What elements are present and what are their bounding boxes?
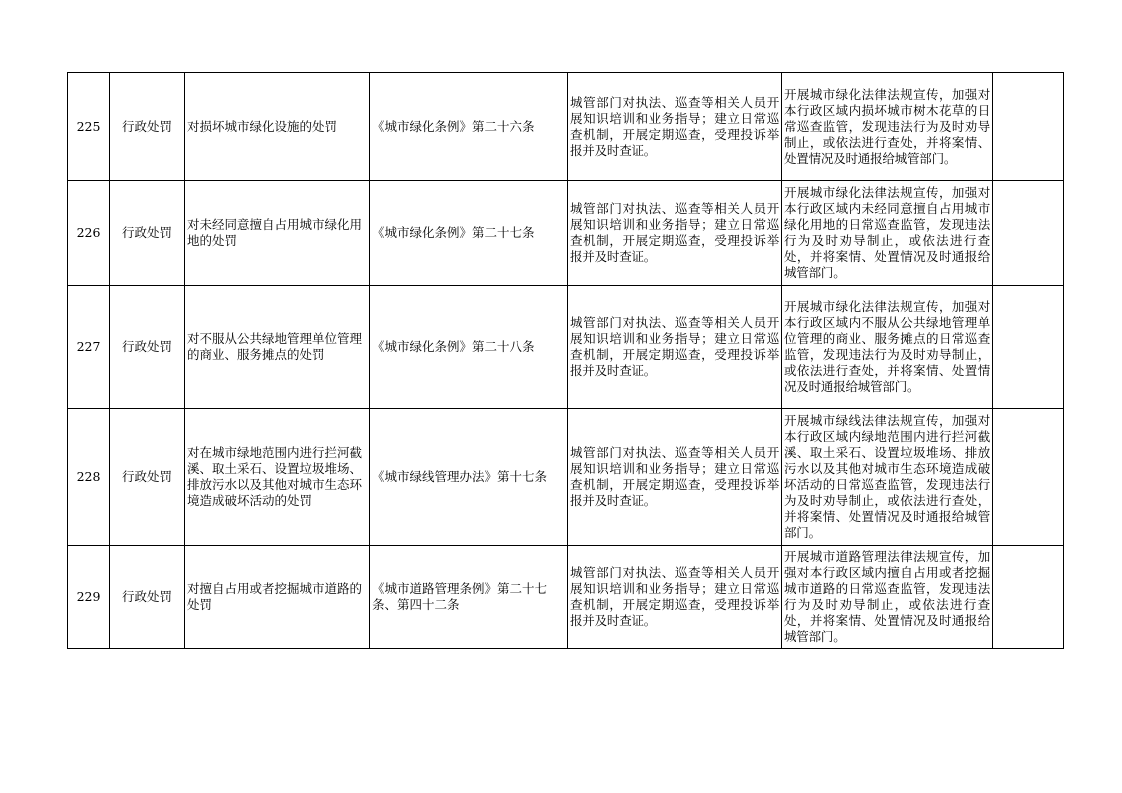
item-type: 行政处罚	[110, 181, 185, 286]
remarks-cell	[993, 73, 1064, 181]
item-name: 对在城市绿地范围内进行拦河截溪、取土采石、设置垃圾堆场、排放污水以及其他对城市生态环境造成破坏活动的处罚	[185, 409, 370, 546]
table-row	[68, 73, 1064, 181]
department-responsibility: 城管部门对执法、巡查等相关人员开展知识培训和业务指导；建立日常巡查机制，开展定期巡查，受理投诉举报并及时查证。	[568, 181, 782, 286]
item-name: 对损坏城市绿化设施的处罚	[185, 73, 370, 181]
item-number: 226	[68, 181, 110, 286]
item-type: 行政处罚	[110, 286, 185, 409]
department-responsibility: 城管部门对执法、巡查等相关人员开展知识培训和业务指导；建立日常巡查机制，开展定期巡查，受理投诉举报并及时查证。	[568, 286, 782, 409]
table-body	[68, 73, 1064, 649]
legal-basis: 《城市绿化条例》第二十六条	[370, 73, 568, 181]
remarks-cell	[993, 409, 1064, 546]
legal-basis: 《城市绿线管理办法》第十七条	[370, 409, 568, 546]
item-name: 对不服从公共绿地管理单位管理的商业、服务摊点的处罚	[185, 286, 370, 409]
item-name: 对擅自占用或者挖掘城市道路的处罚	[185, 546, 370, 649]
item-type: 行政处罚	[110, 409, 185, 546]
supervision-measure: 开展城市道路管理法律法规宣传，加强对本行政区域内擅自占用或者挖掘城市道路的日常巡查监管，发现违法行为及时劝导制止，或依法进行查处，并将案情、处置情况及时通报给城管部门。	[782, 546, 993, 649]
table-row	[68, 409, 1064, 546]
table-row	[68, 286, 1064, 409]
item-type: 行政处罚	[110, 73, 185, 181]
legal-basis: 《城市绿化条例》第二十八条	[370, 286, 568, 409]
department-responsibility: 城管部门对执法、巡查等相关人员开展知识培训和业务指导；建立日常巡查机制，开展定期巡查，受理投诉举报并及时查证。	[568, 546, 782, 649]
item-number: 225	[68, 73, 110, 181]
department-responsibility: 城管部门对执法、巡查等相关人员开展知识培训和业务指导；建立日常巡查机制，开展定期巡查，受理投诉举报并及时查证。	[568, 409, 782, 546]
enforcement-items-table	[67, 72, 1064, 649]
remarks-cell	[993, 286, 1064, 409]
table-row	[68, 546, 1064, 649]
department-responsibility: 城管部门对执法、巡查等相关人员开展知识培训和业务指导；建立日常巡查机制，开展定期巡查，受理投诉举报并及时查证。	[568, 73, 782, 181]
item-type: 行政处罚	[110, 546, 185, 649]
supervision-measure: 开展城市绿化法律法规宣传，加强对本行政区域内损坏城市树木花草的日常巡查监管，发现违法行为及时劝导制止，或依法进行查处，并将案情、处置情况及时通报给城管部门。	[782, 73, 993, 181]
item-number: 227	[68, 286, 110, 409]
supervision-measure: 开展城市绿化法律法规宣传，加强对本行政区域内不服从公共绿地管理单位管理的商业、服务摊点的日常巡查监管，发现违法行为及时劝导制止，或依法进行查处，并将案情、处置情况及时通报给城管部门。	[782, 286, 993, 409]
supervision-measure: 开展城市绿线法律法规宣传，加强对本行政区域内绿地范围内进行拦河截溪、取土采石、设置垃圾堆场、排放污水以及其他对城市生态环境造成破坏活动的日常巡查监管，发现违法行为及时劝导制止，或依法进行查处，并将案情、处置情况及时通报给城管部门。	[782, 409, 993, 546]
item-name: 对未经同意擅自占用城市绿化用地的处罚	[185, 181, 370, 286]
remarks-cell	[993, 181, 1064, 286]
table-row	[68, 181, 1064, 286]
remarks-cell	[993, 546, 1064, 649]
supervision-measure: 开展城市绿化法律法规宣传，加强对本行政区域内未经同意擅自占用城市绿化用地的日常巡查监管，发现违法行为及时劝导制止，或依法进行查处，并将案情、处置情况及时通报给城管部门。	[782, 181, 993, 286]
legal-basis: 《城市道路管理条例》第二十七条、第四十二条	[370, 546, 568, 649]
legal-basis: 《城市绿化条例》第二十七条	[370, 181, 568, 286]
item-number: 229	[68, 546, 110, 649]
item-number: 228	[68, 409, 110, 546]
